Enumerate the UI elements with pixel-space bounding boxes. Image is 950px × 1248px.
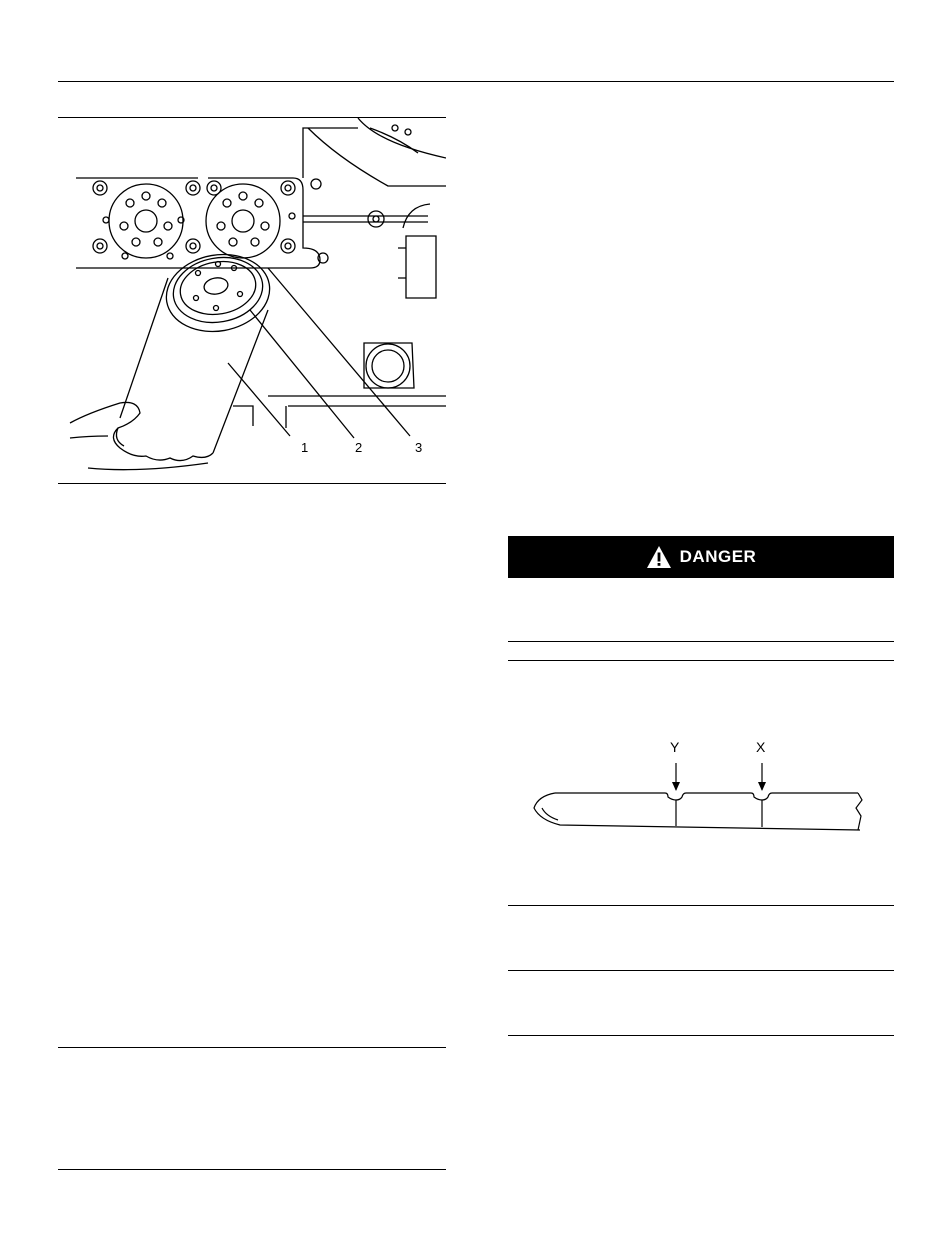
- left-section-rule-1: [58, 1047, 446, 1048]
- mark-x: X: [756, 739, 766, 755]
- oil-filter-illustration: [58, 118, 446, 483]
- mark-y: Y: [670, 739, 680, 755]
- callout-2: 2: [355, 440, 363, 455]
- right-rule-2: [508, 660, 894, 661]
- right-rule-3: [508, 905, 894, 906]
- danger-banner: [508, 536, 894, 578]
- header-rule: [58, 81, 894, 82]
- right-rule-4: [508, 970, 894, 971]
- danger-label: DANGER: [679, 547, 757, 566]
- callout-1: 1: [301, 440, 309, 455]
- callout-3: 3: [415, 440, 423, 455]
- figure1-bottom-rule: [58, 483, 446, 484]
- right-rule-5: [508, 1035, 894, 1036]
- right-rule-1: [508, 641, 894, 642]
- warning-triangle-icon: [646, 545, 672, 569]
- dipstick-illustration: [520, 730, 880, 840]
- left-section-rule-2: [58, 1169, 446, 1170]
